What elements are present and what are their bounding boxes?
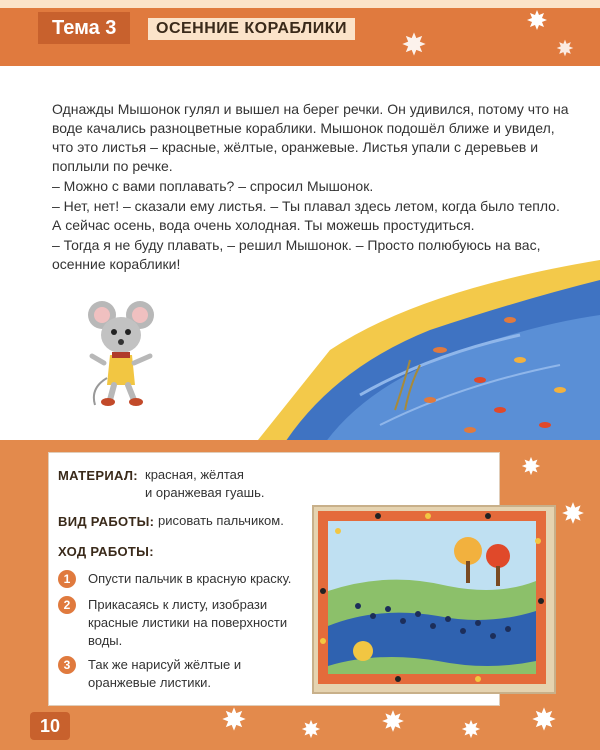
story-paragraph: Однажды Мышонок гулял и вышел на берег речки. Он удивился, потому что на воде качались разноцветные кораблики. Мышонок подошёл ближе и увидел, что это листья – красные, жёлтые, оранжевые. Листья упали с деревьев и поплыли по речке. <box>52 101 569 174</box>
maple-leaf-icon <box>530 705 558 733</box>
maple-leaf-icon <box>220 705 248 733</box>
story-paragraph: – Можно с вами поплавать? – спросил Мышонок. <box>52 178 374 194</box>
worktype-label: ВИД РАБОТЫ: <box>58 514 155 529</box>
step-text: Прикасаясь к листу, изобрази красные листики на поверхности воды. <box>88 597 288 648</box>
maple-leaf-icon <box>525 8 549 32</box>
step-number: 2 <box>58 596 76 614</box>
maple-leaf-icon <box>380 708 406 734</box>
maple-leaf-icon <box>555 38 575 58</box>
maple-leaf-icon <box>460 718 482 740</box>
material-value: красная, жёлтая <box>145 467 244 482</box>
maple-leaf-icon <box>520 455 542 477</box>
step-text: Опусти пальчик в красную краску. <box>88 571 292 586</box>
page-title: ОСЕННИЕ КОРАБЛИКИ <box>148 18 355 40</box>
worktype-value: рисовать пальчиком. <box>158 513 284 528</box>
theme-tag: Тема 3 <box>38 12 130 44</box>
example-painting <box>318 511 546 684</box>
header-top-strip <box>0 0 600 8</box>
material-value: и оранжевая гуашь. <box>145 485 265 500</box>
maple-leaf-icon <box>560 500 586 526</box>
step-text: Так же нарисуй жёлтые и оранжевые листики. <box>88 657 242 690</box>
river-illustration <box>0 260 600 450</box>
mouse-character <box>88 301 154 406</box>
work-progress-label: ХОД РАБОТЫ: <box>58 544 154 559</box>
page-number: 10 <box>30 712 70 740</box>
maple-leaf-icon <box>300 718 322 740</box>
step-number: 3 <box>58 656 76 674</box>
story-text <box>52 100 572 275</box>
step-number: 1 <box>58 570 76 588</box>
story-paragraph: – Нет, нет! – сказали ему листья. – Ты плавал здесь летом, когда было тепло. А сейчас осень, вода очень холодная. Ты можешь простудиться. <box>52 198 560 233</box>
material-label: МАТЕРИАЛ: <box>58 468 138 483</box>
story-paragraph: – Тогда я не буду плавать, – решил Мышонок. – Просто полюбуюсь на вас, осенние кораблики! <box>52 237 541 272</box>
maple-leaf-icon <box>400 30 428 58</box>
